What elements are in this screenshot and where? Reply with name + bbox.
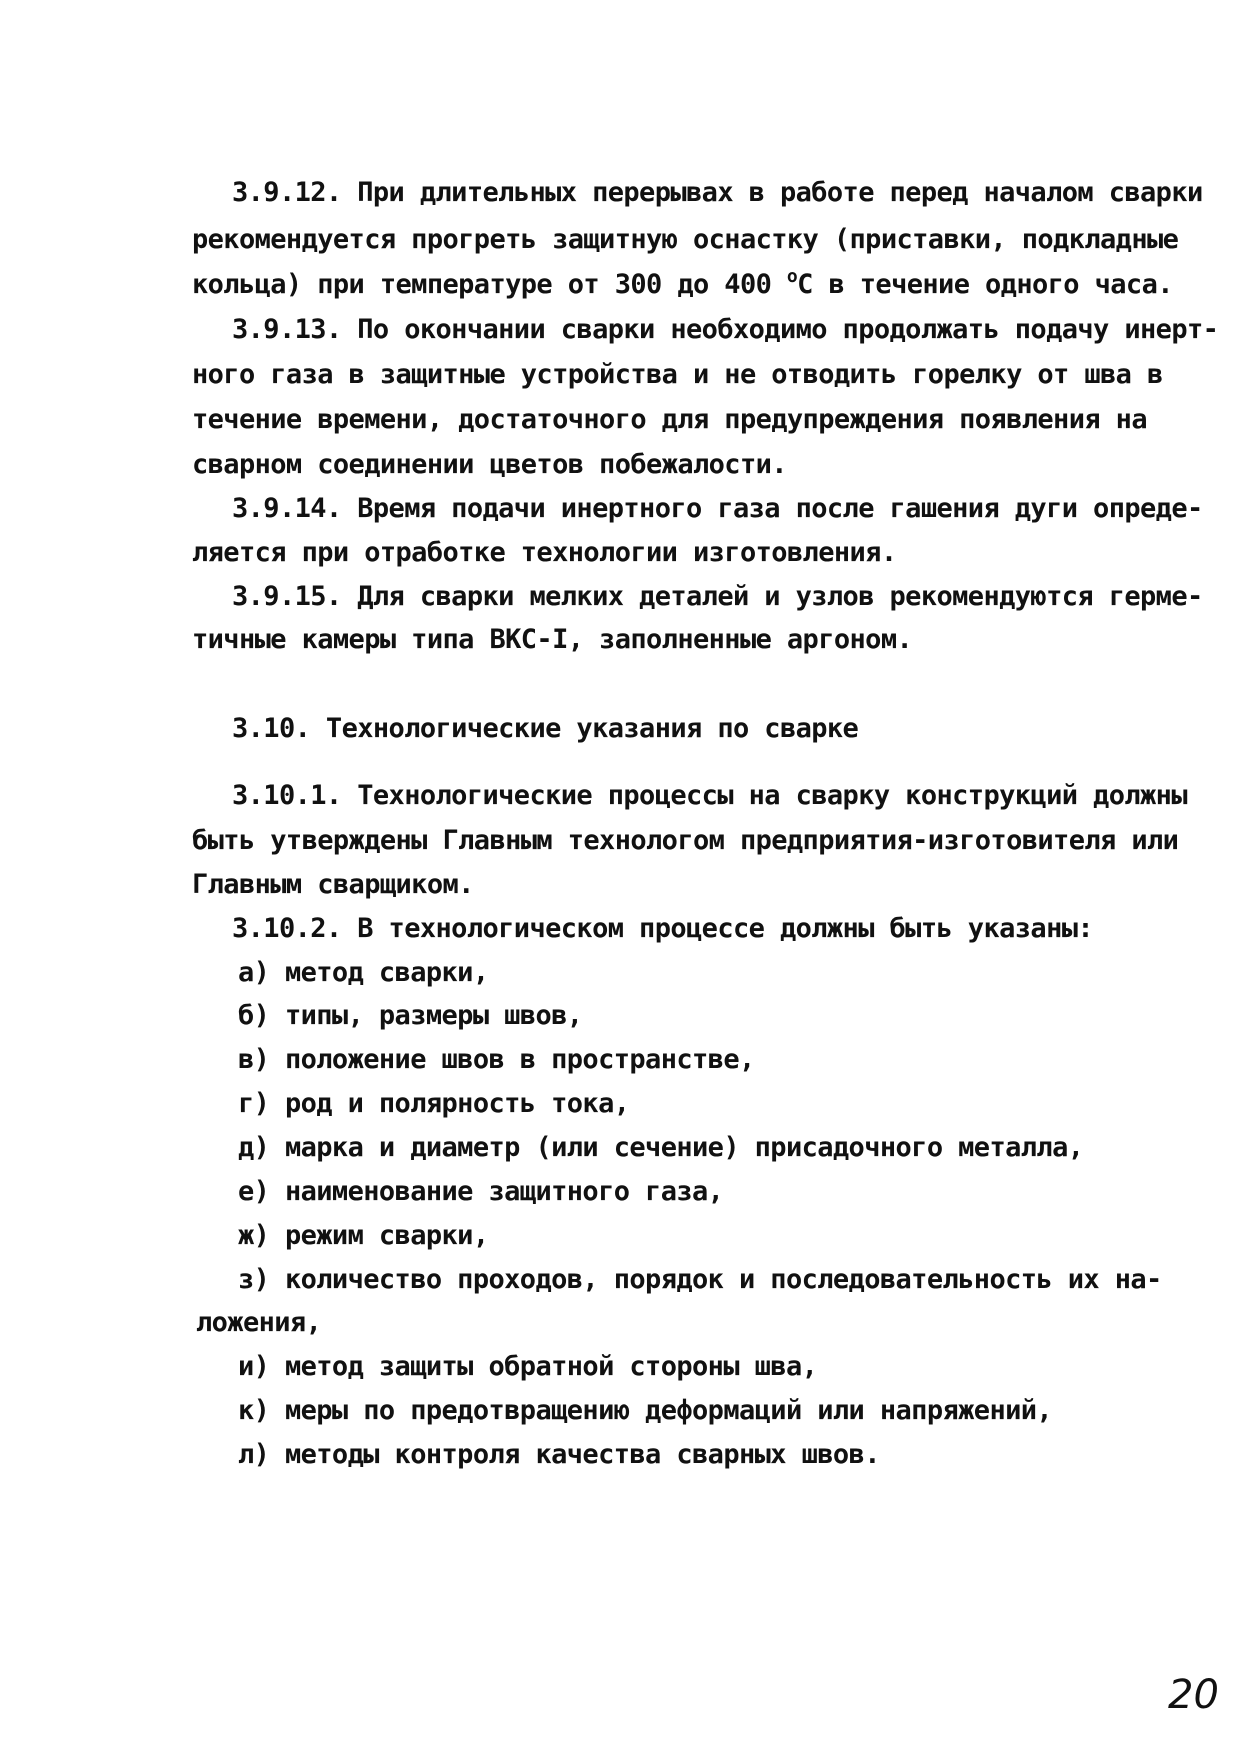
paragraph-3-9-12-line-3 [192, 266, 1173, 303]
list-item-z-continuation: ложения, [196, 1307, 322, 1338]
list-item-zh: ж) режим сварки, [238, 1220, 489, 1251]
paragraph-3-9-13-line-3: течение времени, достаточного для предупреждения появления на [192, 404, 1147, 435]
paragraph-3-10-1-line-3: Главным сварщиком. [192, 869, 474, 900]
paragraph-3-9-13-line-1: 3.9.13. По окончании сварки необходимо продолжать подачу инерт- [232, 314, 1219, 345]
list-item-d: д) марка и диаметр (или сечение) присадочного металла, [238, 1132, 1084, 1163]
paragraph-3-9-12-line-2: рекомендуется прогреть защитную оснастку (приставки, подкладные [192, 224, 1179, 255]
paragraph-3-9-15-line-2: тичные камеры типа ВКС-I, заполненные аргоном. [192, 624, 913, 655]
list-item-e: е) наименование защитного газа, [238, 1176, 724, 1207]
section-heading: 3.10. Технологические указания по сварке [232, 713, 859, 744]
paragraph-3-10-1-line-1: 3.10.1. Технологические процессы на сварку конструкций должны [232, 780, 1187, 811]
paragraph-3-9-12-line-3-text: кольца) при температуре от 300 до 400 [192, 269, 787, 300]
paragraph-3-10-1-line-2: быть утверждены Главным технологом предприятия-изготовителя или [192, 825, 1179, 856]
degree-superscript: o [786, 266, 798, 287]
paragraph-3-9-14-line-1: 3.9.14. Время подачи инертного газа после гашения дуги опреде- [232, 493, 1203, 524]
paragraph-3-9-12-line-1: 3.9.12. При длительных перерывах в работе перед началом сварки [232, 177, 1203, 208]
list-item-k: к) меры по предотвращению деформаций или напряжений, [238, 1395, 1053, 1426]
paragraph-3-9-14-line-2: ляется при отработке технологии изготовления. [192, 537, 897, 568]
list-item-b: б) типы, размеры швов, [238, 1000, 583, 1031]
paragraph-3-9-12-line-3-end: C в течение одного часа. [797, 269, 1173, 300]
paragraph-3-9-13-line-4: сварном соединении цветов побежалости. [192, 449, 787, 480]
paragraph-3-10-2-intro: 3.10.2. В технологическом процессе должны быть указаны: [232, 913, 1094, 944]
page-number: 20 [1168, 1672, 1219, 1718]
list-item-a: а) метод сварки, [238, 957, 489, 988]
paragraph-3-9-15-line-1: 3.9.15. Для сварки мелких деталей и узлов рекомендуются герме- [232, 581, 1203, 612]
list-item-z: з) количество проходов, порядок и последовательность их на- [238, 1264, 1162, 1295]
list-item-l: л) методы контроля качества сварных швов. [238, 1439, 880, 1470]
list-item-i: и) метод защиты обратной стороны шва, [238, 1351, 818, 1382]
paragraph-3-9-13-line-2: ного газа в защитные устройства и не отводить горелку от шва в [192, 359, 1163, 390]
list-item-v: в) положение швов в пространстве, [238, 1044, 755, 1075]
list-item-g: г) род и полярность тока, [238, 1088, 630, 1119]
